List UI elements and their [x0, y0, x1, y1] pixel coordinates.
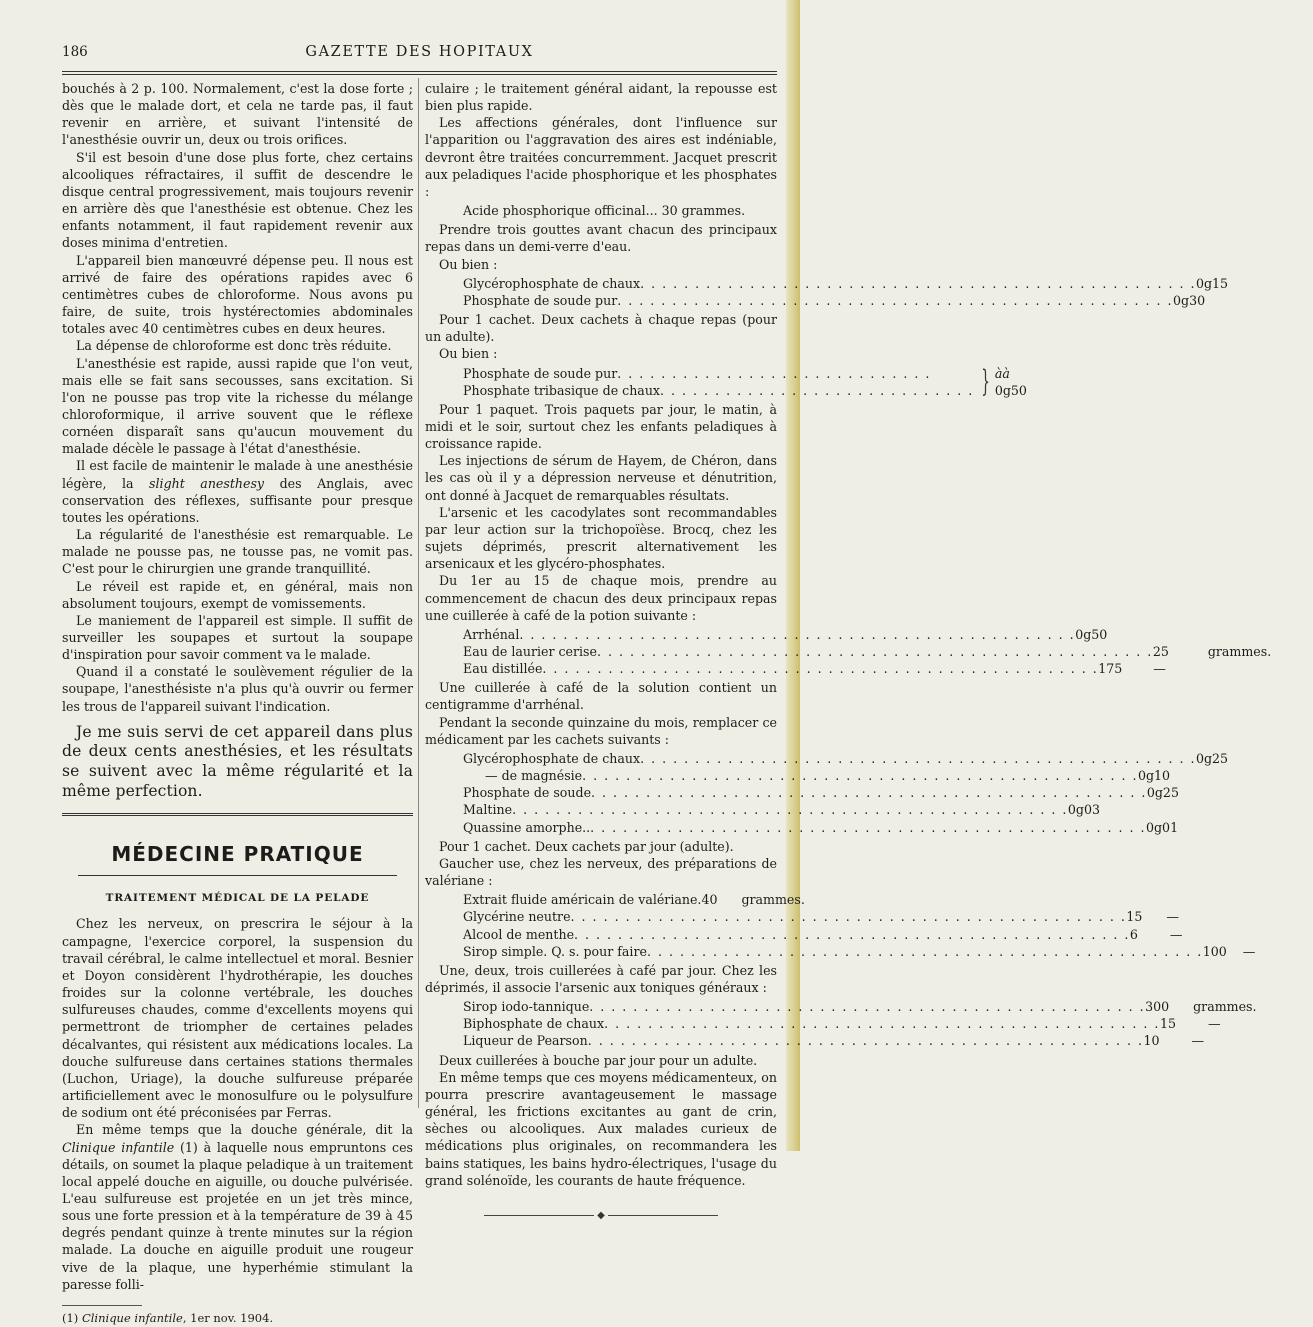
prescription: [425, 750, 1229, 836]
prescription-line: [425, 292, 1206, 309]
paragraph: Une cuillerée à café de la solution contient un centigramme d'arrhénal.: [425, 680, 777, 713]
unit: grammes.: [1207, 644, 1272, 659]
unit: grammes.: [741, 892, 805, 908]
unit: —: [1191, 1033, 1205, 1049]
text: (1) à laquelle nous empruntons ces détails, on soumet la plaque peladique à un traitement local appelé douche en aiguille, ou douche pulvérisée. L'eau sulfureuse est projetée en un jet très mince, sous une forte pression et à la température de 39 à 45 degrés pendant quinze à trente minutes sur la région malade. La douche en aiguille produit une rougeur vive de la plaque, une hyperhémie stimulant la paresse folli-: [62, 1139, 413, 1292]
ingredient: Phosphate de soude pur: [463, 365, 618, 381]
unit: —: [1169, 926, 1183, 942]
footnote-date: , 1er nov. 1904.: [182, 1310, 274, 1325]
dose: 0g50: [1075, 626, 1108, 642]
paragraph: La régularité de l'anesthésie est remarquable. Le malade ne pousse pas, ne tousse pas, ne vomit pas. C'est pour le chirurgien une grande tranquillité.: [62, 527, 413, 577]
ingredient: Maltine: [463, 802, 513, 818]
paragraph: Le maniement de l'appareil est simple. Il suffit de surveiller les soupapes et surtout la soupape d'inspiration pour savoir comment va le malade.: [62, 612, 413, 663]
prescription-line: [463, 365, 974, 382]
ingredient: Biphosphate de chaux: [463, 1016, 605, 1032]
header-rule: [62, 71, 777, 72]
paragraph: L'arsenic et les cacodylates sont recommandables par leur action sur la trichopoïèse. Brocq, chez les sujets déprimés, prescrit alternativement les arsenicaux et les glycéro-phosphates.: [425, 504, 777, 572]
paragraph: [62, 457, 413, 526]
paragraph: [62, 1121, 413, 1293]
dose: 30 grammes.: [661, 203, 746, 219]
prescription-line: [425, 926, 1183, 943]
dose: 10: [1143, 1033, 1160, 1049]
footnote-number: (1): [62, 1310, 82, 1325]
prescription-line: [425, 1015, 1221, 1032]
unit: —: [1166, 909, 1179, 925]
italic-term: Clinique infantile: [62, 1139, 175, 1155]
prescription-line: [425, 908, 1179, 925]
text: des Anglais, avec conservation des réflexes, suffisante pour presque toutes les opérations.: [62, 475, 414, 525]
ana-abbrev: àà: [994, 365, 1010, 381]
ingredient: Extrait fluide américain de valériane.: [463, 892, 702, 908]
ingredient: Sirop simple. Q. s. pour faire: [463, 943, 647, 959]
dose: 15: [1159, 1016, 1176, 1032]
paragraph: Ou bien :: [439, 256, 498, 272]
prescription: [425, 275, 1229, 309]
prescription-line: [425, 801, 1101, 818]
paragraph: Chez les nerveux, on prescrira le séjour à la campagne, l'exercice corporel, la suspension du travail cérébral, le calme intellectuel et moral. Besnier et Doyon considèrent l'hydrothérapie, les douches froides sur la colonne vertébrale, les douches sulfureuses chaudes, comme d'excellents moyens qui permettront de triompher de certaines pelades décalvantes, qui résistent aux médications locales. La douche sulfureuse dans certaines stations thermales (Luchon, Uriage), la douche sulfureuse préparée artificiellement avec le monosulfure ou le polysulfure de sodium ont été préconisées par Ferras.: [62, 916, 413, 1121]
ingredient: Glycérophosphate de chaux: [463, 275, 641, 291]
header-rule-2: [62, 74, 777, 75]
paragraph: Deux cuillerées à bouche par jour pour un adulte.: [439, 1052, 758, 1068]
page-number: 186: [62, 44, 88, 60]
paragraph: L'appareil bien manœuvré dépense peu. Il nous est arrivé de faire des opérations rapides avec 6 centimètres cubes de chloroforme. Nous avons pu faire, de suite, trois hystérectomies abdominales totales avec 40 centimètres cubes en deux heures.: [62, 252, 413, 337]
unit: —: [1242, 943, 1256, 959]
prescription-line: [425, 767, 1171, 784]
ingredient: Sirop iodo-tannique: [463, 999, 590, 1015]
dose: 0g30: [1173, 292, 1206, 308]
dose: 100: [1202, 943, 1227, 959]
dose: 6: [1129, 926, 1138, 942]
running-title: GAZETTE DES HOPITAUX: [305, 44, 534, 60]
dose: 0g15: [1195, 275, 1229, 291]
ingredient: Glycérophosphate de chaux: [463, 750, 641, 766]
prescription-braced: [425, 363, 1027, 399]
ingredient: Acide phosphorique officinal...: [463, 203, 658, 219]
ingredient: Phosphate tribasique de chaux: [463, 382, 661, 398]
braced-items: [463, 365, 974, 399]
dose: 15: [1126, 909, 1143, 925]
prescription-line: [425, 784, 1179, 801]
left-column: [62, 80, 413, 1327]
paragraph: bouchés à 2 p. 100. Normalement, c'est la dose forte ; dès que le malade dort, et cela ne tarde pas, il faut revenir en arrière, et suivant l'intensité de l'anesthésie ouvrir un, deux ou trois orifices.: [62, 81, 413, 148]
prescription-line: [425, 626, 1108, 643]
prescription-line: [425, 1032, 1205, 1049]
brace-symbol: }: [980, 363, 990, 399]
footnote: [62, 1310, 413, 1327]
prescription: [425, 998, 1257, 1049]
paragraph: La dépense de chloroforme est donc très réduite.: [76, 338, 392, 354]
ingredient: Eau distillée: [463, 661, 543, 677]
ingredient: Arrhénal: [463, 626, 520, 642]
dose: 0g01: [1145, 819, 1179, 835]
page-edge: [786, 0, 800, 1151]
right-column: [425, 80, 1272, 1224]
dose: 175: [1098, 661, 1123, 677]
article-subtitle: TRAITEMENT MÉDICAL DE LA PELADE: [105, 892, 370, 905]
paragraph: Les injections de sérum de Hayem, de Chéron, dans les cas où il y a dépression nerveuse et dénutrition, ont donné à Jacquet de remarquables résultats.: [425, 453, 777, 503]
ingredient: Eau de laurier cerise: [463, 644, 597, 659]
unit: grammes.: [1193, 999, 1257, 1015]
dose: 0g25: [1146, 785, 1179, 801]
shared-dose: [995, 365, 1027, 399]
paragraph: Ou bien :: [439, 346, 498, 362]
dose: 25: [1152, 644, 1169, 659]
dose: 40: [701, 892, 718, 908]
prescription-line: [425, 750, 1229, 767]
unit: —: [1153, 661, 1166, 677]
prescription: [425, 891, 1256, 960]
prescription-line: [425, 202, 777, 219]
paragraph: Pour 1 paquet. Trois paquets par jour, le matin, à midi et le soir, surtout chez les enfants peladiques à croissance rapide.: [425, 401, 777, 452]
text: En même temps que la douche générale, dit la: [76, 1122, 413, 1138]
paragraph: Quand il a constaté le soulèvement régulier de la soupape, l'anesthésiste n'a plus qu'à ouvrir ou fermer les trous de l'appareil suivant l'indication.: [62, 664, 413, 714]
section-rule: [62, 813, 413, 816]
column-divider: [418, 78, 419, 1108]
ingredient: Quassine amorphe..: [463, 819, 591, 835]
ingredient: Phosphate de soude: [463, 785, 592, 801]
unit: —: [1207, 1016, 1221, 1032]
paragraph: Pour 1 cachet. Deux cachets à chaque repas (pour un adulte).: [425, 312, 777, 345]
section-title: MÉDECINE PRATIQUE: [111, 842, 364, 867]
prescription: [425, 202, 777, 219]
paragraph: L'anesthésie est rapide, aussi rapide que l'on veut, mais elle se fait sans secousses, sans excitation. Si l'on ne pousse pas trop vite la richesse du mélange chloroformique, il arrive souvent que le réflexe cornéen disparaît sans qu'aucun mouvement du malade décèle le passage à l'état d'anesthésie.: [62, 355, 413, 457]
ingredient: — de magnésie: [485, 768, 583, 784]
paragraph: Les affections générales, dont l'influence sur l'apparition ou l'aggravation des aires est indéniable, devront être traitées concurremment. Jacquet prescrit aux peladiques l'acide phosphorique et les phosphates :: [425, 115, 777, 199]
dose: 0g10: [1137, 768, 1171, 784]
prescription-line: [425, 819, 1179, 836]
prescription-line: [425, 943, 1256, 960]
footnote-rule: [62, 1305, 142, 1306]
paragraph: En même temps que ces moyens médicamenteux, on pourra prescrire avantageusement le massage général, les frictions excitantes au gant de crin, sèches ou alcooliques. Aux malades curieux de médications plus originales, on recommandera les bains statiques, les bains hydro-électriques, l'usage du grand solénoïde, les courants de haute fréquence.: [425, 1069, 777, 1188]
prescription-line: [463, 382, 974, 399]
title-rule: [78, 875, 397, 876]
paragraph: culaire ; le traitement général aidant, la repousse est bien plus rapide.: [425, 81, 777, 114]
dose: 0g50: [994, 382, 1027, 398]
paragraph: S'il est besoin d'une dose plus forte, chez certains alcooliques réfractaires, il suffit de descendre le disque central progressivement, mais toujours revenir en arrière dès que l'anesthésie est obtenue. Chez les enfants notamment, il faut rapidement revenir aux doses minima d'entretien.: [62, 149, 413, 251]
prescription: [425, 626, 1272, 677]
paragraph: Pendant la seconde quinzaine du mois, remplacer ce médicament par les cachets suivants :: [425, 714, 777, 747]
ingredient: Phosphate de soude pur: [463, 292, 618, 308]
prescription-line: [425, 891, 805, 908]
paragraph: Prendre trois gouttes avant chacun des principaux repas dans un demi-verre d'eau.: [425, 222, 777, 255]
footnote-source: Clinique infantile: [81, 1310, 183, 1325]
ingredient: Glycérine neutre: [463, 909, 571, 925]
conclusion: Je me suis servi de cet appareil dans plus de deux cents anesthésies, et les résultats se suivent avec la même régularité et la même perfection.: [62, 722, 413, 800]
text: Il est facile de maintenir le malade à une anesthésie légère, la: [62, 458, 413, 491]
page-header: [62, 44, 777, 66]
paragraph: Pour 1 cachet. Deux cachets par jour (adulte).: [439, 838, 734, 854]
prescription-line: [425, 998, 1257, 1015]
paragraph: Le réveil est rapide et, en général, mais non absolument toujours, exempt de vomissements.: [62, 578, 413, 611]
prescription-line: [425, 660, 1166, 677]
prescription-line: [425, 643, 1272, 660]
ingredient: Alcool de menthe: [463, 926, 575, 942]
end-ornament: ◆: [425, 1207, 777, 1224]
italic-term: slight anesthesy: [149, 475, 265, 491]
dose: 0g03: [1067, 802, 1101, 818]
paragraph: Gaucher use, chez les nerveux, des préparations de valériane :: [425, 855, 777, 889]
ingredient: Liqueur de Pearson: [463, 1033, 588, 1049]
dose: 300: [1145, 999, 1170, 1015]
paragraph: Du 1er au 15 de chaque mois, prendre au commencement de chacun des deux principaux repas une cuillerée à café de la potion suivante :: [425, 573, 777, 623]
prescription-line: [425, 275, 1229, 292]
dose: 0g25: [1195, 750, 1229, 766]
paragraph: Une, deux, trois cuillerées à café par jour. Chez les déprimés, il associe l'arsenic aux toniques généraux :: [425, 962, 777, 995]
